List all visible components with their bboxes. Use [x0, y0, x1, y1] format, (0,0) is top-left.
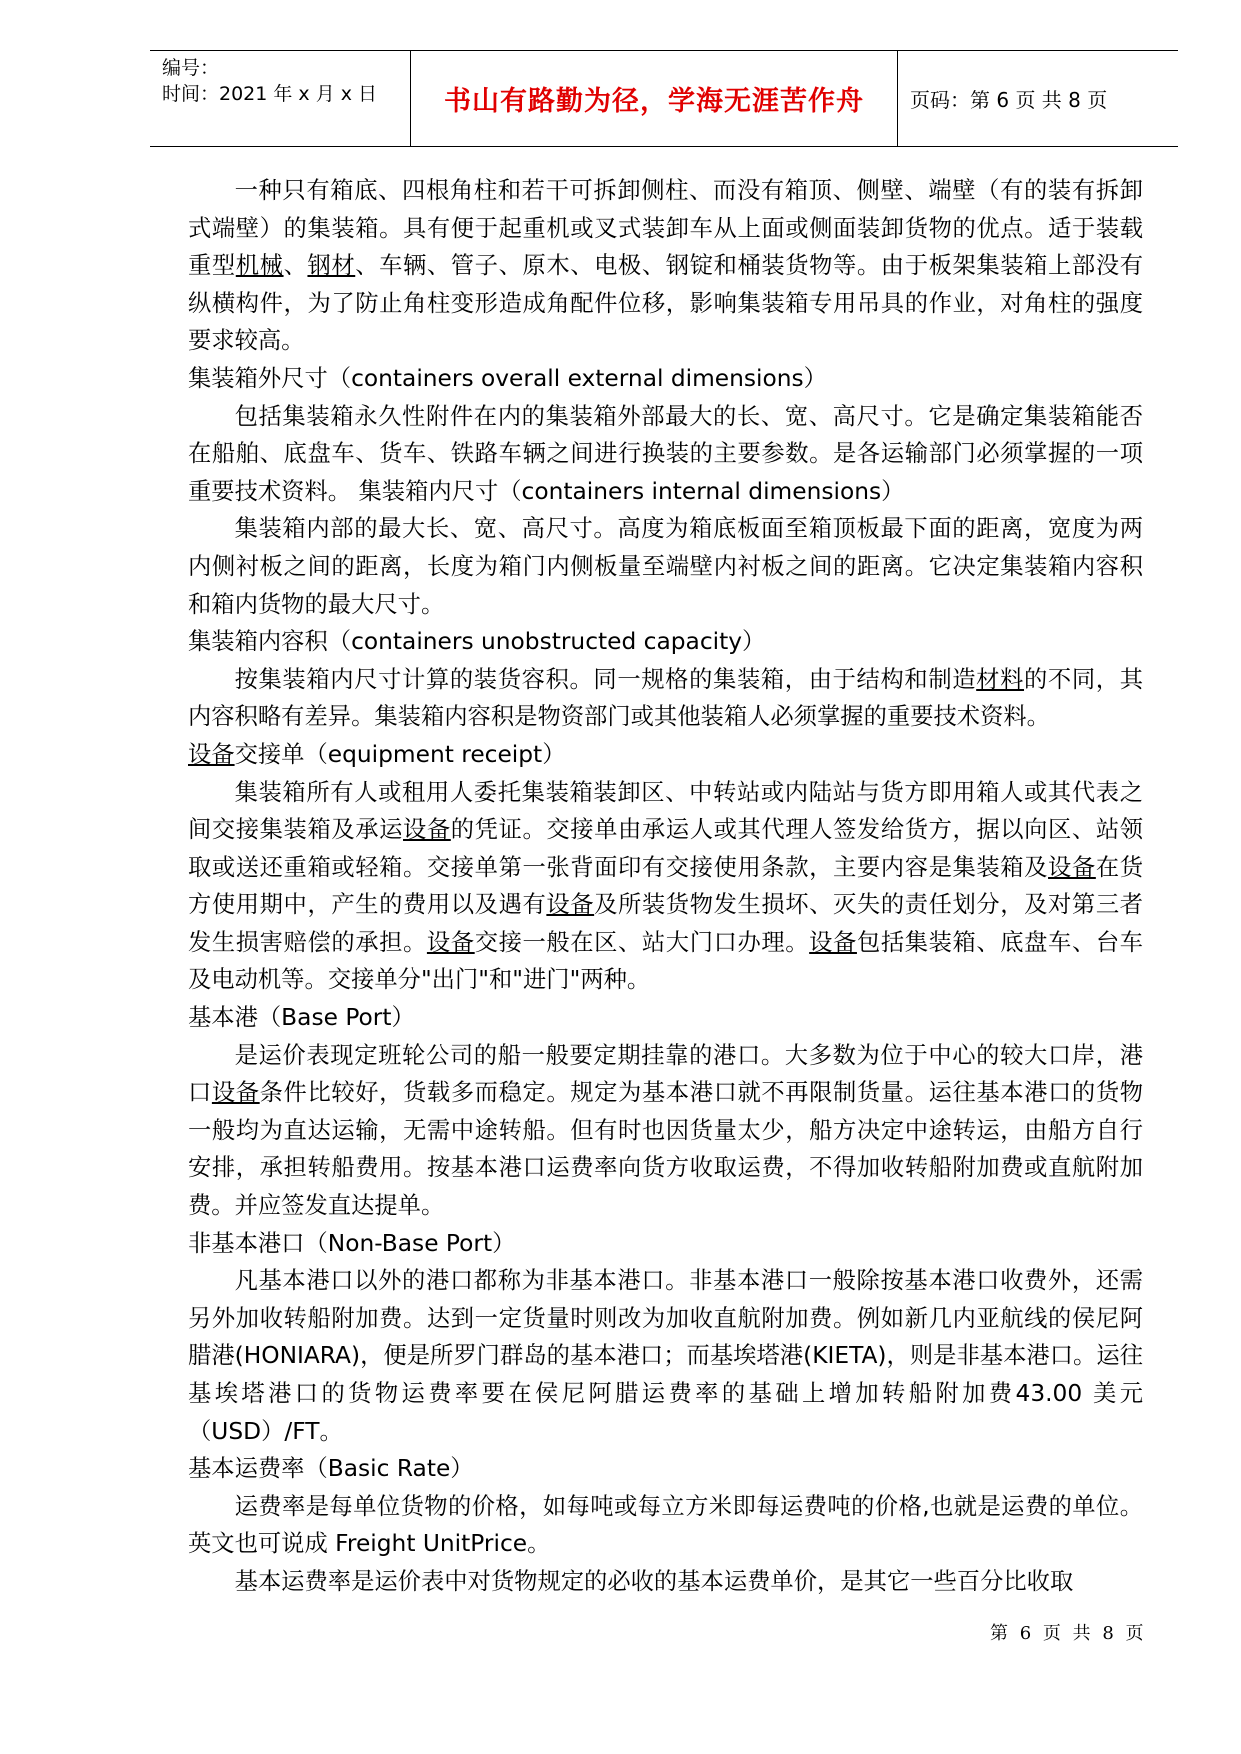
document-body — [188, 172, 1143, 1601]
paragraph-non-base-port: 凡基本港口以外的港口都称为非基本港口。非基本港口一般除按基本港口收费外，还需另外加收转船附加费。达到一定货量时则改为加收直航附加费。例如新几内亚航线的侯尼阿腊港(HONIARA)，便是所罗门群岛的基本港口；而基埃塔港(KIETA)，则是非基本港口。运往基埃塔港口的货物运费率要在侯尼阿腊运费率的基础上增加转船附加费43.00 美元（USD）/FT。 — [188, 1267, 1143, 1445]
paragraph-capacity: 按集装箱内尺寸计算的装货容积。同一规格的集装箱，由于结构和制造材料的不同，其内容积略有差异。集装箱内容积是物资部门或其他装箱人必须掌握的重要技术资料。 — [188, 665, 1143, 731]
document-number-label: 编号： — [162, 57, 220, 79]
paragraph-base-port: 是运价表现定班轮公司的船一般要定期挂靠的港口。大多数为位于中心的较大口岸，港口设备条件比较好，货载多而稳定。规定为基本港口就不再限制货量。运往基本港口的货物一般均为直达运输，无需中途转船。但有时也因货量太少，船方决定中途转运，由船方自行安排，承担转船费用。按基本港口运费率向货方收取运费，不得加收转船附加费或直航附加费。并应签发直达提单。 — [188, 1041, 1144, 1220]
heading-external-dimensions: 集装箱外尺寸（containers overall external dimensions） — [188, 364, 827, 392]
paragraph-basic-rate: 运费率是每单位货物的价格，如每吨或每立方米即每运费吨的价格,也就是运费的单位。英文也可说成 Freight UnitPrice。 — [188, 1492, 1143, 1558]
paragraph-external-dimensions: 包括集装箱永久性附件在内的集装箱外部最大的长、宽、高尺寸。它是确定集装箱能否在船舶、底盘车、货车、铁路车辆之间进行换装的主要参数。是各运输部门必须掌握的一项重要技术资料。 集装箱内尺寸（containers internal dimensions） — [188, 402, 1143, 505]
heading-capacity: 集装箱内容积（containers unobstructed capacity） — [188, 628, 766, 656]
header-motto-cell — [410, 51, 898, 146]
paragraph-flat-rack: 一种只有箱底、四根角柱和若干可拆卸侧柱、而没有箱顶、侧壁、端壁（有的装有拆卸式端壁）的集装箱。具有便于起重机或叉式装卸车从上面或侧面装卸货物的优点。适于装载重型机械、钢材、车辆、管子、原木、电极、钢锭和桶装货物等。由于板架集装箱上部没有纵横构件，为了防止角柱变形造成角配件位移，影响集装箱专用吊具的作业，对角柱的强度要求较高。 — [188, 177, 1144, 355]
paragraph-internal-dimensions: 集装箱内部的最大长、宽、高尺寸。高度为箱底板面至箱顶板最下面的距离，宽度为两内侧衬板之间的距离，长度为箱门内侧板量至端壁内衬板之间的距离。它决定集装箱内容积和箱内货物的最大尺寸。 — [188, 515, 1143, 618]
link-equipment[interactable]: 设备 — [188, 740, 235, 768]
link-material[interactable]: 材料 — [976, 665, 1025, 693]
heading-non-base-port: 非基本港口（Non-Base Port） — [188, 1229, 516, 1257]
paragraph-equipment-receipt: 集装箱所有人或租用人委托集装箱装卸区、中转站或内陆站与货方即用箱人或其代表之间交接集装箱及承运设备的凭证。交接单由承运人或其代理人签发给货方，据以向区、站领取或送还重箱或轻箱。交接单第一张背面印有交接使用条款，主要内容是集装箱及设备在货方使用期中，产生的费用以及遇有设备及所装货物发生损坏、灭失的责任划分，及对第三者发生损害赔偿的承担。设备交接一般在区、站大门口办理。设备包括集装箱、底盘车、台车及电动机等。交接单分"出门"和"进门"两种。 — [188, 778, 1144, 994]
heading-base-port: 基本港（Base Port） — [188, 1004, 415, 1032]
link-equipment[interactable]: 设备 — [1048, 853, 1096, 881]
link-equipment[interactable]: 设备 — [546, 891, 595, 919]
header-page-cell — [898, 51, 1178, 146]
heading-basic-rate: 基本运费率（Basic Rate） — [188, 1455, 474, 1483]
heading-equipment-receipt: 设备交接单（equipment receipt） — [188, 740, 566, 768]
header-motto: 书山有路勤为径，学海无涯苦作舟 — [444, 86, 864, 117]
header-meta — [150, 51, 410, 146]
link-equipment[interactable]: 设备 — [211, 1079, 260, 1107]
document-time-label: 时间：2021 年 x 月 x 日 — [162, 83, 378, 105]
paragraph-basic-rate-definition: 基本运费率是运价表中对货物规定的必收的基本运费单价，是其它一些百分比收取 — [234, 1567, 1074, 1595]
page-footer: 第 6 页 共 8 页 — [990, 1623, 1144, 1644]
link-equipment[interactable]: 设备 — [809, 928, 857, 956]
page-header — [150, 50, 1178, 147]
link-steel[interactable]: 钢材 — [307, 252, 356, 280]
header-page-code: 页码：第 6 页 共 8 页 — [910, 88, 1108, 112]
link-machinery[interactable]: 机械 — [235, 252, 284, 280]
link-equipment[interactable]: 设备 — [403, 816, 451, 844]
link-equipment[interactable]: 设备 — [426, 928, 475, 956]
